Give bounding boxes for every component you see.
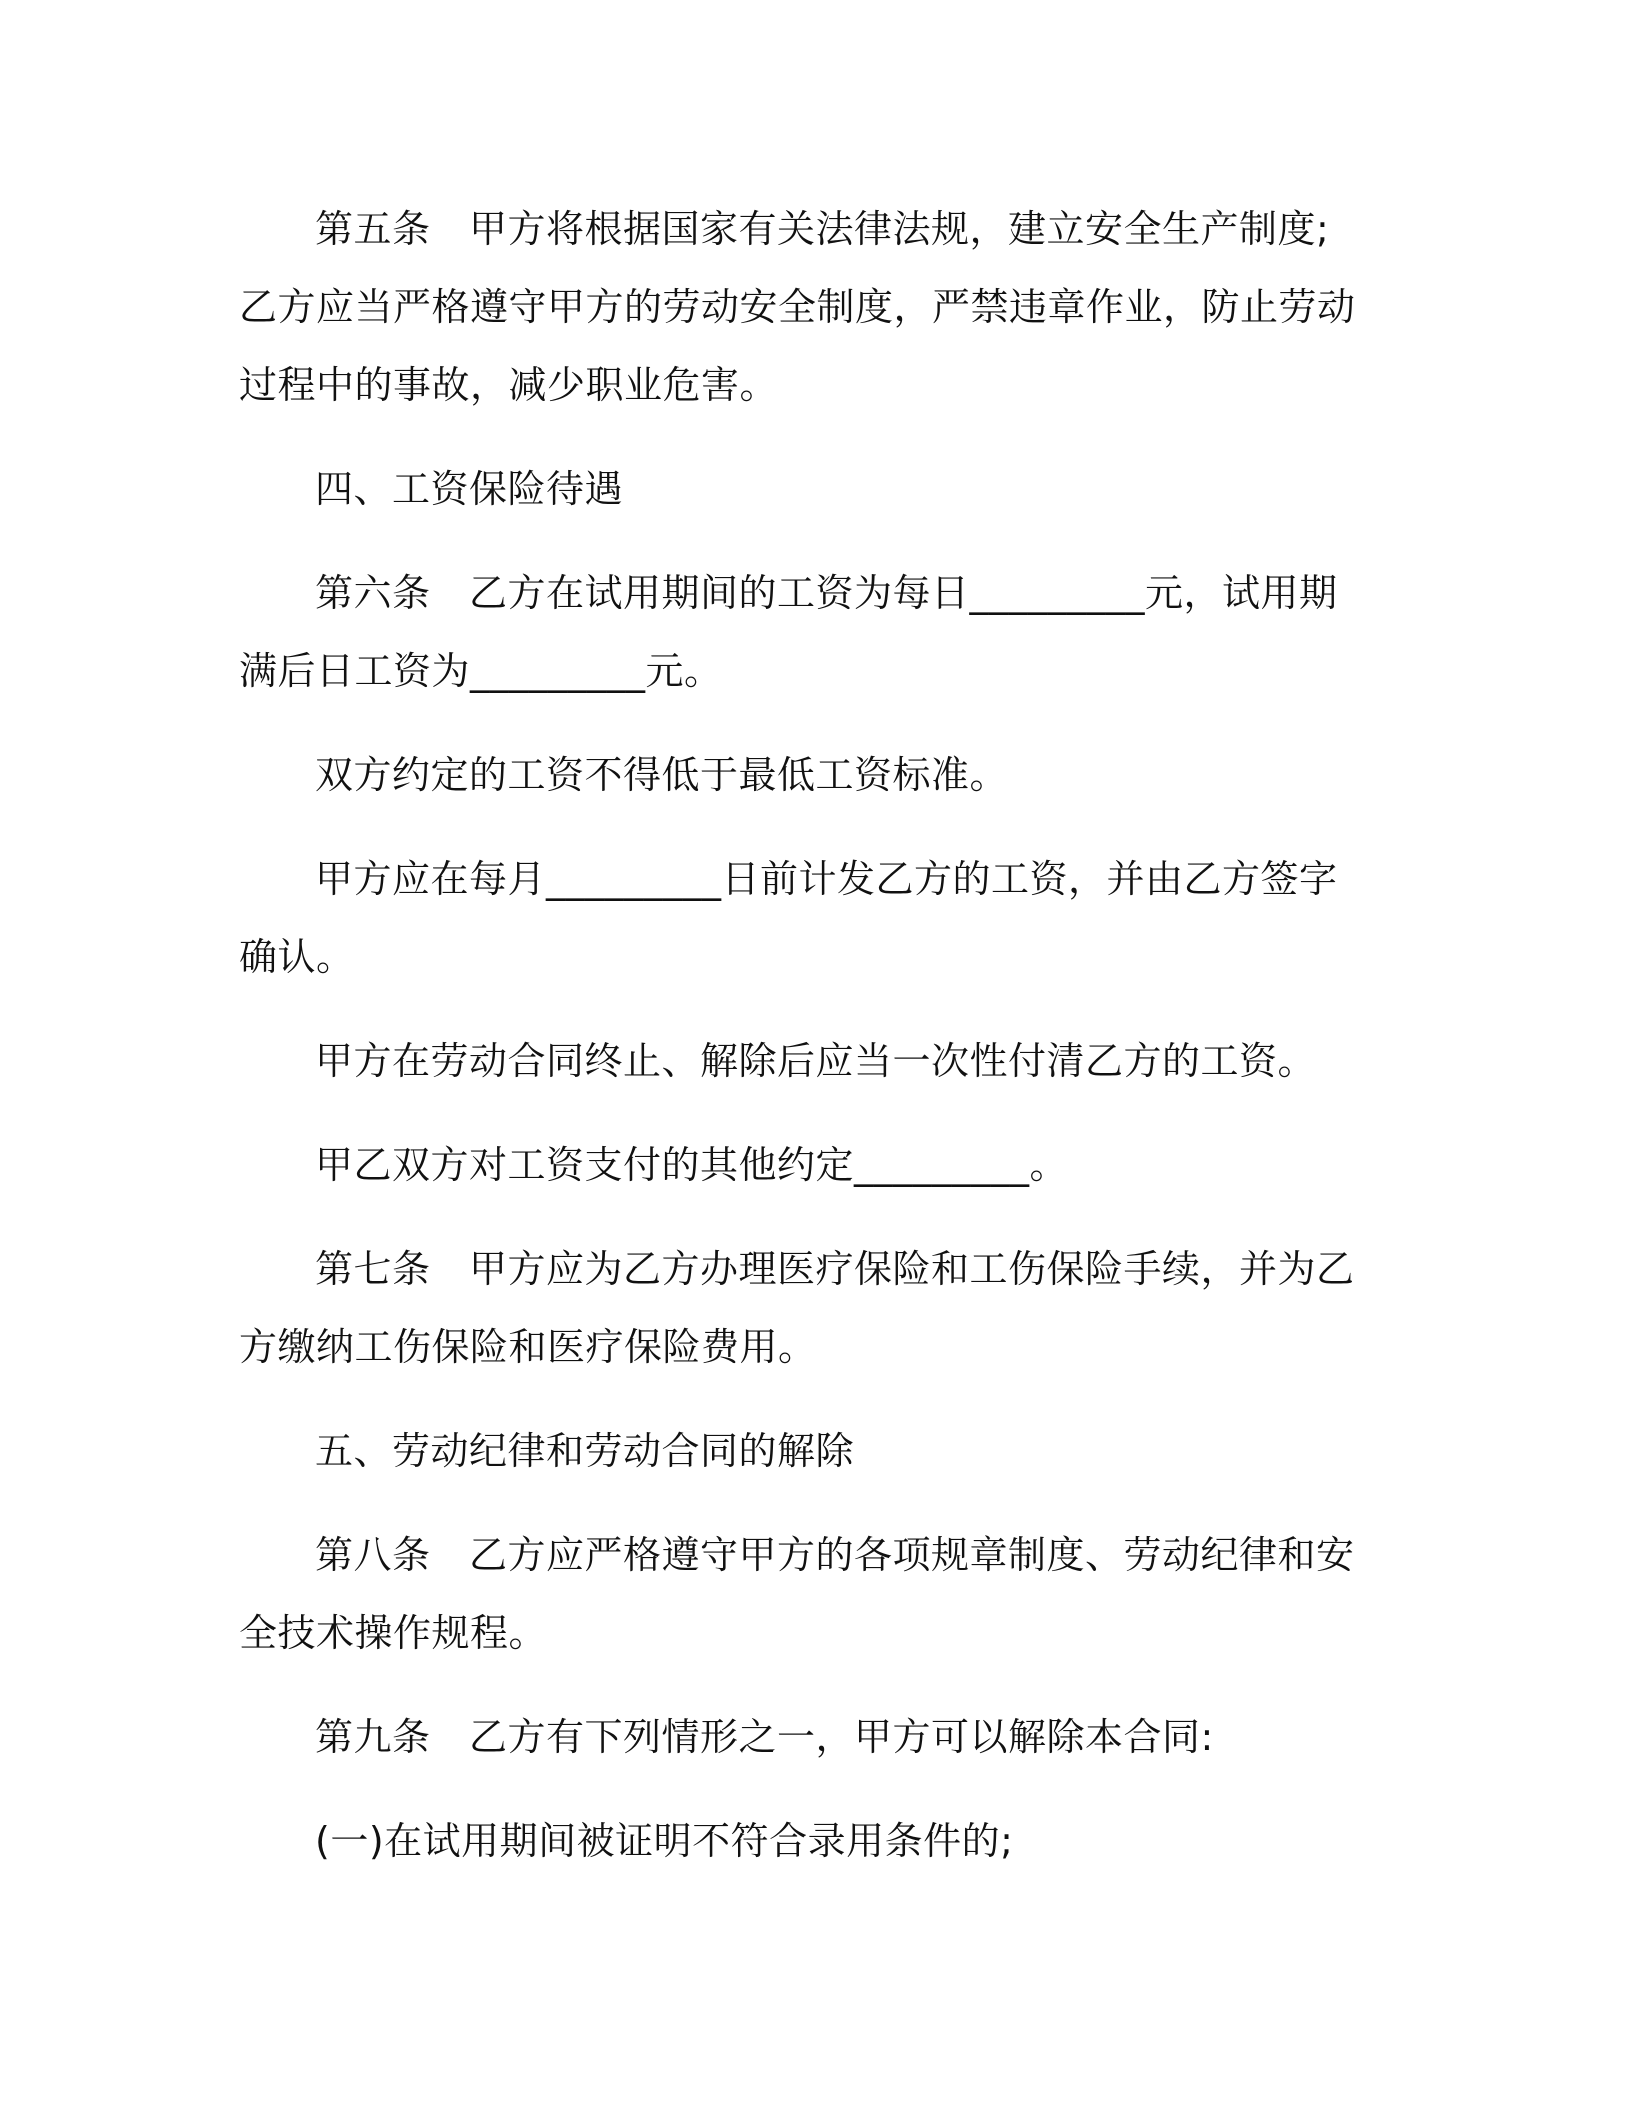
article-5-paragraph: 第五条 甲方将根据国家有关法律法规，建立安全生产制度;乙方应当严格遵守甲方的劳动安全制度，严禁违章作业，防止劳动过程中的事故，减少职业危害。 [239, 207, 1356, 407]
section-5-heading: 五、劳动纪律和劳动合同的解除 [315, 1429, 855, 1473]
minimum-wage-paragraph: 双方约定的工资不得低于最低工资标准。 [315, 753, 1009, 797]
other-agreement-paragraph: 甲乙双方对工资支付的其他约定_________。 [315, 1143, 1069, 1187]
article-8-paragraph: 第八条 乙方应严格遵守甲方的各项规章制度、劳动纪律和安全技术操作规程。 [239, 1533, 1355, 1655]
article-9-item-1: (一)在试用期间被证明不符合录用条件的; [315, 1819, 1014, 1863]
pay-date-paragraph: 甲方应在每月_________日前计发乙方的工资，并由乙方签字确认。 [239, 857, 1338, 979]
article-7-paragraph: 第七条 甲方应为乙方办理医疗保险和工伤保险手续，并为乙方缴纳工伤保险和医疗保险费用。 [239, 1247, 1355, 1369]
final-payment-paragraph: 甲方在劳动合同终止、解除后应当一次性付清乙方的工资。 [315, 1039, 1317, 1083]
document-body [239, 190, 1359, 1880]
section-4-heading: 四、工资保险待遇 [315, 467, 624, 511]
article-9-paragraph: 第九条 乙方有下列情形之一，甲方可以解除本合同: [315, 1715, 1214, 1759]
article-6-paragraph: 第六条 乙方在试用期间的工资为每日_________元，试用期满后日工资为_________元。 [239, 571, 1338, 693]
